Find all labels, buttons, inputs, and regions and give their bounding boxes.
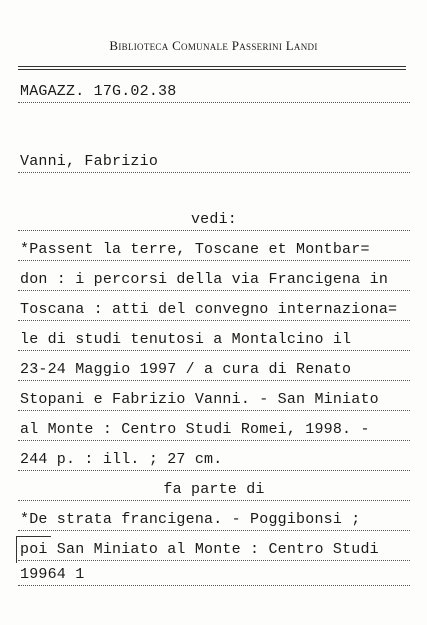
- record-text: al Monte : Centro Studi Romei, 1998. -: [20, 421, 370, 438]
- series-line: [18, 538, 410, 561]
- record-text: 244 p. : ill. ; 27 cm.: [20, 451, 223, 468]
- shelfmark: MAGAZZ. 17G.02.38: [20, 83, 177, 100]
- record-line: [18, 448, 410, 471]
- record-line: [18, 328, 410, 351]
- record-text: 23-24 Maggio 1997 / a cura di Renato: [20, 361, 352, 378]
- see-line: [18, 208, 410, 231]
- series-line: [18, 563, 410, 586]
- record-text: le di studi tenutosi a Montalcino il: [20, 331, 352, 348]
- part-of-line: [18, 478, 410, 501]
- series-text: *De strata francigena. - Poggibonsi ;: [20, 511, 361, 528]
- header-rule: [18, 66, 406, 67]
- record-line: [18, 358, 410, 381]
- series-line: [18, 508, 410, 531]
- author-heading: Vanni, Fabrizio: [20, 153, 159, 170]
- series-text: 19964 1: [20, 566, 85, 583]
- see-label: vedi:: [190, 211, 237, 228]
- handwritten-bracket: [16, 536, 51, 563]
- series-text: poi San Miniato al Monte : Centro Studi: [20, 541, 379, 558]
- author-line: [18, 150, 410, 173]
- record-line: [18, 298, 410, 321]
- record-line: [18, 388, 410, 411]
- record-text: Toscana : atti del convegno internaziona=: [20, 301, 398, 318]
- record-line: [18, 238, 410, 261]
- header-rule: [18, 69, 406, 70]
- record-line: [18, 418, 410, 441]
- record-text: Stopani e Fabrizio Vanni. - San Miniato: [20, 391, 379, 408]
- library-header: Biblioteca Comunale Passerini Landi: [109, 38, 318, 53]
- record-text: don : i percorsi della via Francigena in: [20, 271, 389, 288]
- part-of-label: fa parte di: [163, 481, 265, 498]
- record-line: [18, 268, 410, 291]
- shelfmark-line: [18, 80, 410, 103]
- record-text: *Passent la terre, Toscane et Montbar=: [20, 241, 370, 258]
